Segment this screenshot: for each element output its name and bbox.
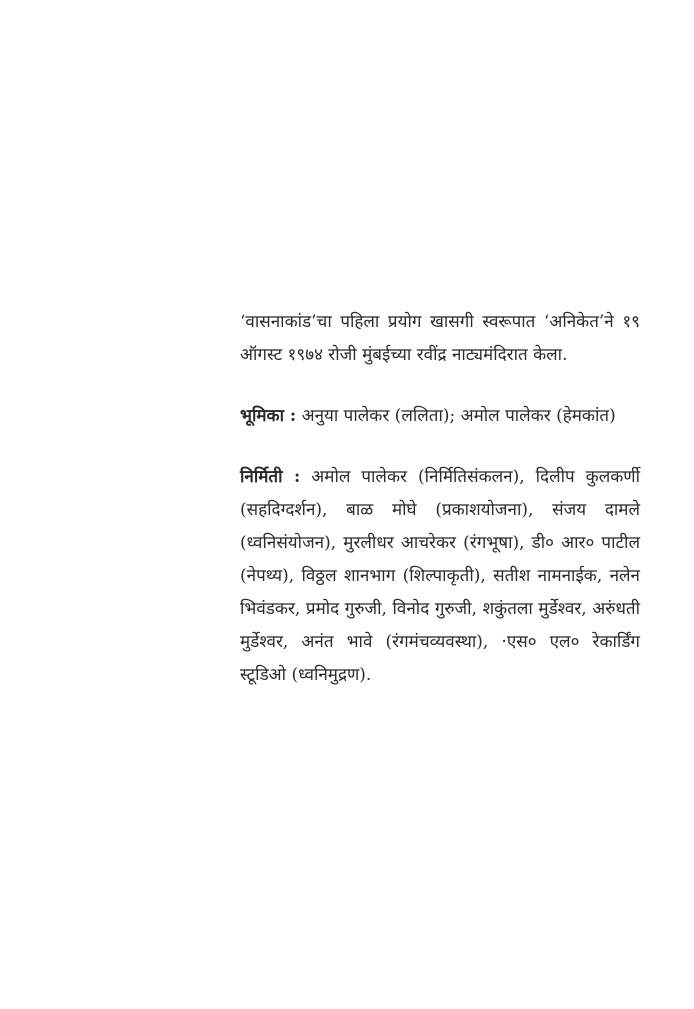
production-label: निर्मिती : bbox=[240, 467, 301, 487]
credits-text-block bbox=[240, 306, 640, 720]
production-paragraph bbox=[240, 461, 640, 692]
cast-paragraph bbox=[240, 400, 640, 433]
premiere-text: ‘वासनाकांड’चा पहिला प्रयोग खासगी स्वरूपात ‘अनिकेत’ने १९ ऑगस्ट १९७४ रोजी मुंबईच्या रवींद्र नाट्यमंदिरात केला. bbox=[240, 312, 640, 365]
cast-label: भूमिका : bbox=[240, 406, 297, 426]
premiere-paragraph bbox=[240, 306, 640, 372]
production-text: अमोल पालेकर (निर्मितिसंकलन), दिलीप कुलकर्णी (सहदिग्दर्शन), बाळ मोघे (प्रकाशयोजना), संजय दामले (ध्वनिसंयोजन), मुरलीधर आचरेकर (रंगभूषा), डी० आर० पाटील (नेपथ्य), विठ्ठल शानभाग (शिल्पाकृती), सतीश नामनाईक, नलेन भिवंडकर, प्रमोद गुरुजी, विनोद गुरुजी, शकुंतला मुर्डेश्वर, अरुंधती मुर्डेश्वर, अनंत भावे (रंगमंचव्यवस्था), ·एस० एल० रेकार्डिंग स्टूडिओ (ध्वनिमुद्रण). bbox=[240, 467, 640, 685]
cast-text: अनुया पालेकर (ललिता); अमोल पालेकर (हेमकांत) bbox=[301, 406, 616, 426]
